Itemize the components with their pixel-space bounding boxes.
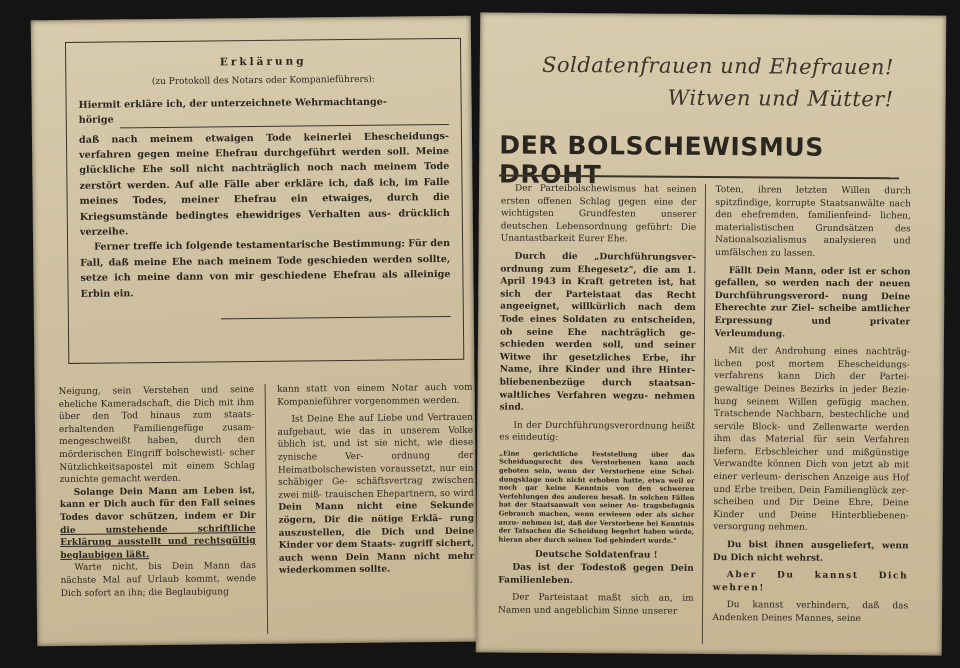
left-col-a-paragraph-1: Neigung, sein Verstehen und seine eheliche Kameradschaft, die Dich mit ihm über den Tod hinaus zum staats- erhaltenden Familiengefüge zusam- mengeschweißt haben, durch den mörderischen Eingriff bolschewisti- scher Nützlichkeitsapostel mit einem Schlag zunichte gemacht werden. <box>58 385 255 486</box>
declaration-line-1: Hiermit erkläre ich, der unterzeichnete Wehrmachtange- <box>78 96 387 111</box>
left-page <box>31 16 478 647</box>
declaration-box <box>65 38 464 364</box>
headline-soldatenfrauen: Soldatenfrauen und Ehefrauen! <box>541 52 894 80</box>
signature-line <box>221 316 451 319</box>
declaration-body-2: Ferner treffe ich folgende testamentarische Bestimmung: Für den Fall, daß meine Ehe nach meinem Tode geschieden werden sollte, setze ich meine dann von mir geschiedene Ehefrau als alleinige Erbin ein. <box>80 238 451 300</box>
left-col-a-underlined-text: die umstehende schriftliche Erklärung ausstellt und rechtsgültig beglaubigen läßt. <box>60 523 256 561</box>
right-col-c-paragraph-1: Der Parteibolschewismus hat seinen ersten offenen Schlag gegen eine der wichtigsten Grundfesten unserer deutschen Lebensordnung geführt: Die Unantastbarkeit Eurer Ehe. <box>500 183 697 245</box>
left-col-b-text: Ist Deine Ehe auf Liebe und Vertrauen aufgebaut, wie das in unserem Volke üblich ist, und ist sie nicht, wie diese zynische Ver- ordnung der Heimatbolschewisten voraussetzt, nur ein schäbiger Ge- schäftsvertrag zwischen zwei miß- trauischen Ehepartnern, so wird <box>277 412 474 501</box>
main-title: DER BOLSCHEWISMUS DROHT <box>499 130 825 190</box>
declaration-line-2-text: hörige <box>78 114 114 127</box>
left-col-b-bold-text: Dein Mann nicht eine Sekunde zögern, Dir die nötige Erklä- rung auszustellen, die Dich und Deine Kinder vor dem Staats- zugriff sichert, auch wenn Dein Mann nicht mehr wiederkommen sollte. <box>278 501 475 577</box>
right-col-d-paragraph-2: Fällt Dein Mann, oder ist er schon gefallen, so werden nach der neuen Durchführungsverord- nung Deine Eherechte zur Ziel- scheibe amtlicher Erpressung und privater Verleumdung. <box>714 265 911 340</box>
right-page <box>476 12 946 655</box>
left-column-a <box>59 384 268 636</box>
right-col-c-paragraph-3: In der Durchführungsverordnung heißt es eindeutig: <box>499 420 695 444</box>
declaration-subtitle: (zu Protokoll des Notars oder Kompanieführers): <box>151 75 375 88</box>
left-columns <box>59 382 476 636</box>
left-column-b <box>265 382 475 634</box>
headline-witwen: Witwen und Mütter! <box>667 85 894 112</box>
left-col-b-paragraph-1: kann statt von einem Notar auch vom Kompanieführer vorgenommen werden. <box>277 382 473 408</box>
left-col-a-paragraph-2 <box>60 485 256 563</box>
right-columns <box>498 183 911 646</box>
left-col-b-paragraph-2 <box>277 412 474 578</box>
left-col-a-paragraph-3: Warte nicht, bis Dein Mann das nächste Mal auf Urlaub kommt, wende Dich sofort an ihn; die Beglaubigung <box>60 561 257 599</box>
right-col-c-paragraph-4: Deutsche Soldatenfrau ! <box>534 550 658 562</box>
right-col-c-paragraph-5: Das ist der Todestoß gegen Dein Familienleben. <box>498 562 694 586</box>
right-column-c <box>498 183 706 644</box>
right-col-d-paragraph-3: Mit der Androhung eines nachträg- lichen post mortem Ehescheidungs- verfahrens kann Dich der Partei- gewaltige Deines Bezirks in jeder Bezie- hung seinem Willen gefügig machen. Tratschende Nachbarn, bestechliche und servile Block- und Zellenwarte werden ihm das Material für sein Verfahren liefern. Erbschleicher und mißgünstige Verwandte können Dich von jetzt ab mit einer verleum- derischen Anzeige aus Hof und Erbe treiben, Dein Familienglück zer- scheiben und Dir Deine Ehre, Deine Kinder und Deine Hinterbliebenen- versorgung nehmen. <box>713 346 910 534</box>
right-col-c-paragraph-2: Durch die „Durchführungsver- ordnung zum Ehegesetz", die am 1. April 1943 in Kraft getreten ist, hat sich der Parteistaat das Recht angeeignet, willkürlich nach dem Tode eines Soldaten zu entscheiden, ob seine Ehe nachträglich ge- schieden werden soll, und seiner Witwe ihr gesetzliches Erbe, ihr Name, ihre Kinder und ihre Hinter- bliebenenbezüge durch staatsan- waltliches Verfahren wegzu- nehmen sind. <box>499 251 697 413</box>
declaration-body: daß nach meinem etwaigen Tode keinerlei Ehescheidungs- verfahren gegen meine Ehefrau durchgeführt werden soll. Meine glückliche Ehe soll nicht nachträglich noch nach meinem Tode zerstört werden. Auf alle Fälle aber erkläre ich, daß ich, im Falle meines Todes, meiner Ehefrau ein etwaiges, durch die Kriegsumstände bedingtes ehewidriges Verhalten aus- drücklich verzeihe. <box>78 130 450 238</box>
name-blank-line <box>120 114 449 128</box>
right-col-d-paragraph-4: Du bist ihnen ausgeliefert, wenn Du Dich nicht wehrst. <box>712 540 909 564</box>
declaration-title: Erklärung <box>219 55 307 69</box>
left-col-a-bold-text: Solange Dein Mann am Leben ist, kann er Dich auch für den Fall seines Todes davor schützen, indem er Dir <box>59 485 256 523</box>
right-column-d <box>702 184 911 645</box>
right-col-d-paragraph-5: Aber Du kannst Dich wehren! <box>712 570 909 594</box>
ordinance-quote: „Eine gerichtliche Feststellung über das Scheidungsrecht des Verstorbenen kann auch geboten sein, wenn der Verstorbene eine Schei- dungsklage noch nicht erhoben hatte, etwa weil er noch gar keine Kenntnis von den schweren Verfehlungen des anderen besaß. In solchen Fällen hat der Staatsanwalt von seiner An- tragsbefugnis Gebrauch machen, wenn erwiesen oder als sicher anzu- nehmen ist, daß der Verstorbene bei Kenntnis der Tatsachen die Scheidung begehrt haben würde, hieran aber durch seinen Tod gehindert wurde." <box>498 449 695 545</box>
right-col-d-paragraph-6: Du kannst verhindern, daß das Andenken Deines Mannes, seine <box>712 600 909 625</box>
right-col-c-paragraph-6: Der Parteistaat maßt sich an, im Namen und angeblichim Sinne unserer <box>498 592 694 617</box>
right-col-d-paragraph-1: Toten, ihren letzten Willen durch spitzfindige, korrupte Staatsanwälte nach den ehefremden, familienfeind- lichen, materialistischen Grundsätzen des Nationalsozialismus analysieren und umfälschen zu lassen. <box>715 185 912 259</box>
